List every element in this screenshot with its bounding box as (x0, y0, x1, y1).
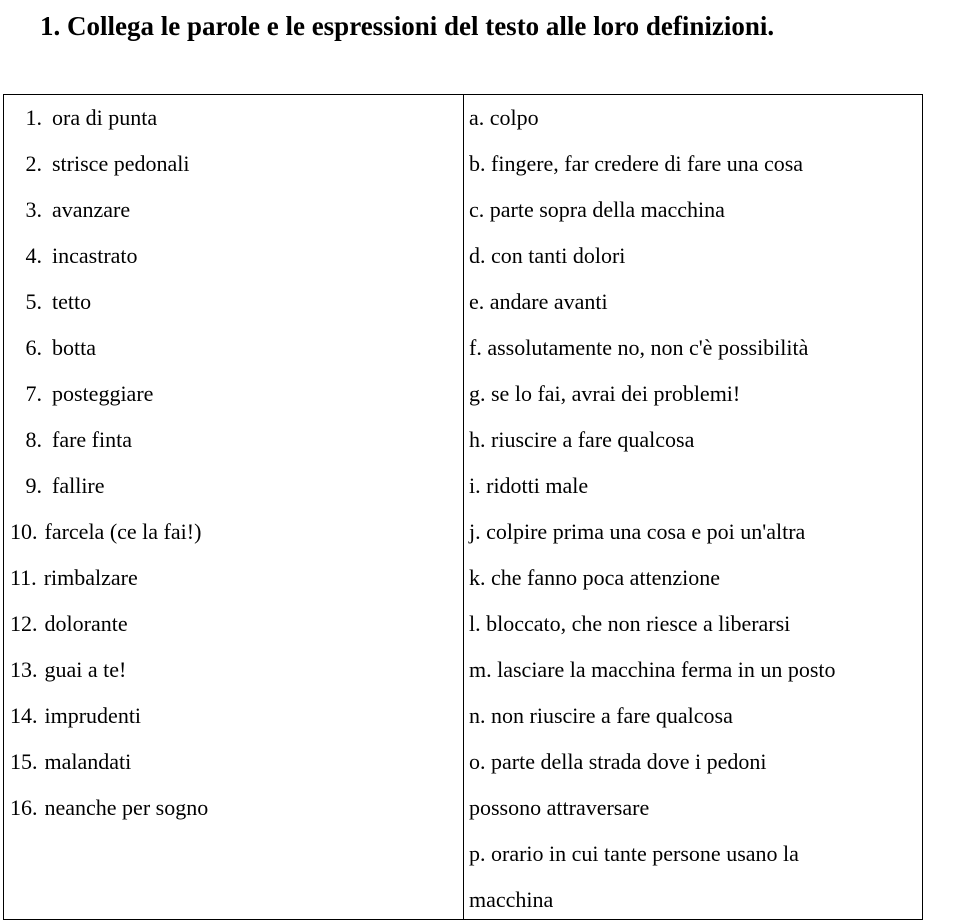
term-text: fare finta (52, 427, 132, 452)
definition-line: a. colpo (469, 105, 539, 130)
matching-table (3, 94, 923, 920)
term-number: 11. (10, 565, 37, 590)
term-number: 6. (25, 335, 42, 360)
term-row (4, 95, 157, 141)
definition-line: k. che fanno poca attenzione (469, 565, 721, 590)
term-text: malandati (44, 749, 132, 774)
definition-line: e. andare avanti (469, 289, 608, 314)
term-row (4, 739, 131, 785)
term-text: botta (52, 335, 96, 360)
definition-line: b. fingere, far credere di fare una cosa (469, 151, 804, 176)
term-row (4, 693, 141, 739)
term-text: dolorante (44, 611, 128, 636)
definition-line: j. colpire prima una cosa e poi un'altra (469, 519, 806, 544)
term-text: neanche per sogno (44, 795, 209, 820)
term-number: 1. (25, 105, 42, 130)
definition-line: c. parte sopra della macchina (469, 197, 725, 222)
term-number: 7. (25, 381, 42, 406)
term-number: 9. (25, 473, 42, 498)
term-text: rimbalzare (43, 565, 138, 590)
term-text: avanzare (52, 197, 131, 222)
term-row (4, 233, 138, 279)
exercise-title: 1. Collega le parole e le espressioni del testo alle loro definizioni. (40, 11, 775, 41)
term-number: 4. (25, 243, 42, 268)
term-row (4, 785, 208, 831)
term-number: 3. (25, 197, 42, 222)
term-number: 13. (10, 657, 38, 682)
term-row (4, 279, 91, 325)
term-row (4, 647, 126, 693)
definition-line: o. parte della strada dove i pedoni (469, 749, 767, 774)
term-text: ora di punta (52, 105, 158, 130)
term-number: 15. (10, 749, 38, 774)
definition-line: possono attraversare (469, 795, 650, 820)
definition-line: macchina (469, 887, 554, 912)
definition-line: m. lasciare la macchina ferma in un posto (469, 657, 836, 682)
term-number: 14. (10, 703, 38, 728)
term-number: 8. (25, 427, 42, 452)
term-row (4, 141, 189, 187)
term-text: fallire (52, 473, 105, 498)
term-number: 10. (10, 519, 38, 544)
definition-line: f. assolutamente no, non c'è possibilità (469, 335, 809, 360)
term-text: guai a te! (44, 657, 127, 682)
term-number: 5. (25, 289, 42, 314)
term-row (4, 187, 130, 233)
term-row (4, 463, 105, 509)
term-text: farcela (ce la fai!) (44, 519, 202, 544)
term-row (4, 601, 128, 647)
definition-line: d. con tanti dolori (469, 243, 626, 268)
definition-line: h. riuscire a fare qualcosa (469, 427, 695, 452)
definitions-column (464, 95, 922, 919)
term-number: 12. (10, 611, 38, 636)
term-row (4, 325, 96, 371)
term-text: tetto (52, 289, 92, 314)
definition-line: n. non riuscire a fare qualcosa (469, 703, 733, 728)
definition-line: p. orario in cui tante persone usano la (469, 841, 799, 866)
definition-line: g. se lo fai, avrai dei problemi! (469, 381, 741, 406)
term-row (4, 509, 201, 555)
terms-column (4, 95, 464, 919)
term-text: incastrato (52, 243, 138, 268)
term-text: strisce pedonali (52, 151, 190, 176)
term-text: imprudenti (44, 703, 142, 728)
term-row (4, 371, 153, 417)
term-text: posteggiare (52, 381, 154, 406)
term-row (4, 555, 138, 601)
term-number: 2. (25, 151, 42, 176)
definition-line: i. ridotti male (469, 473, 589, 498)
term-number: 16. (10, 795, 38, 820)
definition-line: l. bloccato, che non riesce a liberarsi (469, 611, 791, 636)
term-row (4, 417, 132, 463)
